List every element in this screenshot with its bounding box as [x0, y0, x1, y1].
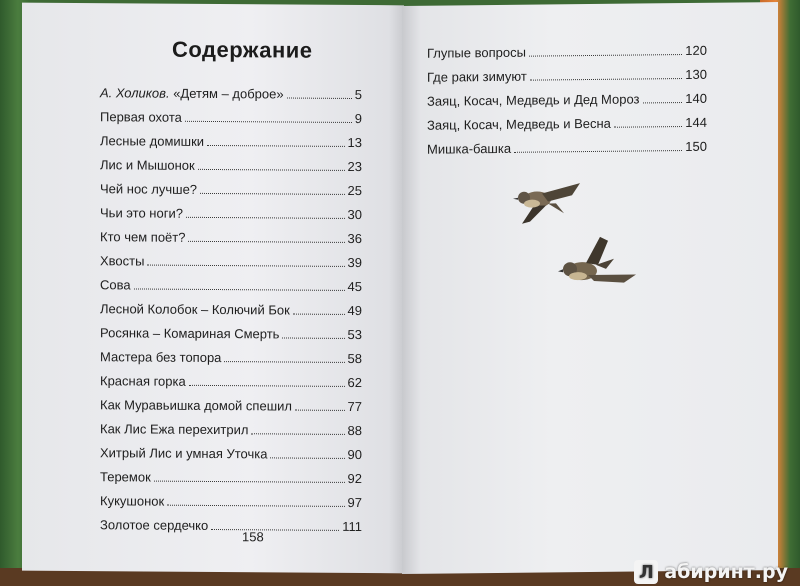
toc-entry: [100, 109, 362, 127]
toc-entry: [100, 301, 362, 319]
toc-entry: [100, 397, 362, 415]
toc-entry-page: 140: [685, 90, 707, 107]
toc-entry-title: Как Лис Ежа перехитрил: [100, 421, 249, 438]
dot-leader: [185, 113, 352, 123]
dot-leader: [147, 257, 344, 267]
toc-entry: [100, 373, 362, 391]
two-flying-birds-icon: [502, 178, 652, 305]
toc-entry: [427, 139, 707, 158]
toc-entry-title: Лис и Мышонок: [100, 157, 195, 173]
toc-entry-page: 36: [347, 230, 362, 247]
dot-leader: [270, 449, 344, 459]
toc-entry-title: Первая охота: [100, 109, 182, 125]
toc-entry: [100, 421, 362, 439]
toc-entry: [100, 229, 362, 247]
toc-entry: [100, 85, 362, 103]
dot-leader: [224, 353, 344, 363]
toc-entry: [100, 469, 362, 487]
dot-leader: [295, 402, 345, 411]
toc-entry-page: 49: [347, 302, 362, 319]
toc-entry: [100, 205, 362, 223]
dot-leader: [530, 70, 682, 81]
toc-entry: [427, 43, 707, 62]
left-page: [22, 3, 404, 574]
toc-entry: [427, 91, 707, 110]
toc-entry: [100, 325, 362, 343]
dot-leader: [154, 473, 345, 483]
toc-entry-page: 97: [347, 494, 362, 511]
toc-entry-title: Красная горка: [100, 373, 186, 389]
labirint-logo-icon: Л: [634, 560, 658, 584]
toc-entry-title: Росянка – Комариная Смерть: [100, 325, 280, 342]
toc-entry: [100, 277, 362, 295]
toc-entry: [100, 493, 362, 511]
toc-entry-title: Теремок: [100, 469, 151, 485]
toc-entry-title: Лесные домишки: [100, 133, 205, 149]
toc-entry: [100, 517, 362, 535]
toc-entry-page: 5: [354, 86, 362, 103]
toc-entry-title: Кто чем поёт?: [100, 229, 186, 245]
watermark-text: абиринт.ру: [664, 561, 788, 583]
toc-entry-page: 23: [347, 158, 362, 175]
toc-entry-title: Мастера без топора: [100, 349, 222, 366]
toc-entry-title: Глупые вопросы: [427, 44, 526, 61]
toc-entry-page: 9: [354, 110, 362, 127]
toc-entry: [100, 253, 362, 271]
toc-entry: [100, 133, 362, 151]
dot-leader: [188, 233, 344, 243]
toc-entry-title: Заяц, Косач, Медведь и Дед Мороз: [427, 91, 640, 109]
toc-entry-page: 150: [685, 138, 707, 155]
toc-entry-title: Кукушонок: [100, 493, 165, 509]
toc-entry-title: Мишка-башка: [427, 140, 512, 157]
dot-leader: [200, 185, 344, 195]
toc-entry-title: Сова: [100, 277, 131, 293]
toc-entry-title: Хвосты: [100, 253, 145, 269]
dot-leader: [293, 306, 345, 315]
toc-entry-page: 39: [347, 254, 362, 271]
toc-entry-page: 120: [685, 42, 707, 59]
toc-entry-title: Заяц, Косач, Медведь и Весна: [427, 115, 611, 133]
bird-upper-icon: [513, 183, 580, 224]
toc-entry-title: Чей нос лучше?: [100, 181, 198, 197]
toc-entry-title: Золотое сердечко: [100, 517, 209, 533]
toc-entry-page: 130: [685, 66, 707, 83]
dot-leader: [614, 118, 682, 128]
toc-entry-page: 111: [342, 518, 362, 535]
toc-entry: [100, 445, 362, 463]
bird-lower-icon: [558, 237, 636, 284]
toc-entry-title: Хитрый Лис и умная Уточка: [100, 445, 268, 462]
toc-entry-page: 13: [347, 134, 362, 151]
dot-leader: [186, 209, 345, 219]
toc-entry-title: Как Муравьишка домой спешил: [100, 397, 292, 414]
dot-leader: [198, 161, 345, 171]
dot-leader: [134, 280, 345, 290]
toc-entry: [427, 67, 707, 86]
dot-leader: [251, 425, 344, 435]
toc-entry-page: 144: [685, 114, 707, 131]
toc-entry-title: Чьи это ноги?: [100, 205, 183, 221]
toc-entry: [100, 349, 362, 367]
dot-leader: [529, 46, 682, 57]
toc-entry-page: 90: [347, 446, 362, 463]
toc-entry-title: Лесной Колобок – Колючий Бок: [100, 301, 290, 318]
toc-entry: [100, 157, 362, 175]
right-page: [402, 2, 778, 574]
toc-entry-page: 25: [347, 182, 362, 199]
toc-entry: [100, 181, 362, 199]
dot-leader: [167, 497, 344, 507]
dot-leader: [211, 521, 339, 531]
toc-entry-page: 77: [347, 398, 362, 415]
dot-leader: [514, 142, 682, 153]
toc-entry-title: Где раки зимуют: [427, 68, 527, 85]
dot-leader: [207, 137, 345, 147]
toc-entry-author: А. Холиков.: [100, 85, 170, 101]
toc-entry-page: 45: [347, 278, 362, 295]
toc-entry: [427, 115, 707, 134]
dot-leader: [643, 94, 683, 103]
toc-entry-page: 88: [347, 422, 362, 439]
toc-entry-page: 92: [347, 470, 362, 487]
toc-title: Содержание: [172, 36, 313, 63]
toc-entry-page: 53: [347, 326, 362, 343]
toc-entry-page: 58: [347, 350, 362, 367]
dot-leader: [287, 90, 352, 99]
dot-leader: [189, 377, 345, 387]
page-number: 158: [242, 529, 264, 545]
watermark: [634, 560, 788, 584]
dot-leader: [282, 329, 344, 338]
toc-entry-page: 62: [347, 374, 362, 391]
toc-entry-title: «Детям – доброе»: [173, 85, 284, 102]
toc-entry-page: 30: [347, 206, 362, 223]
